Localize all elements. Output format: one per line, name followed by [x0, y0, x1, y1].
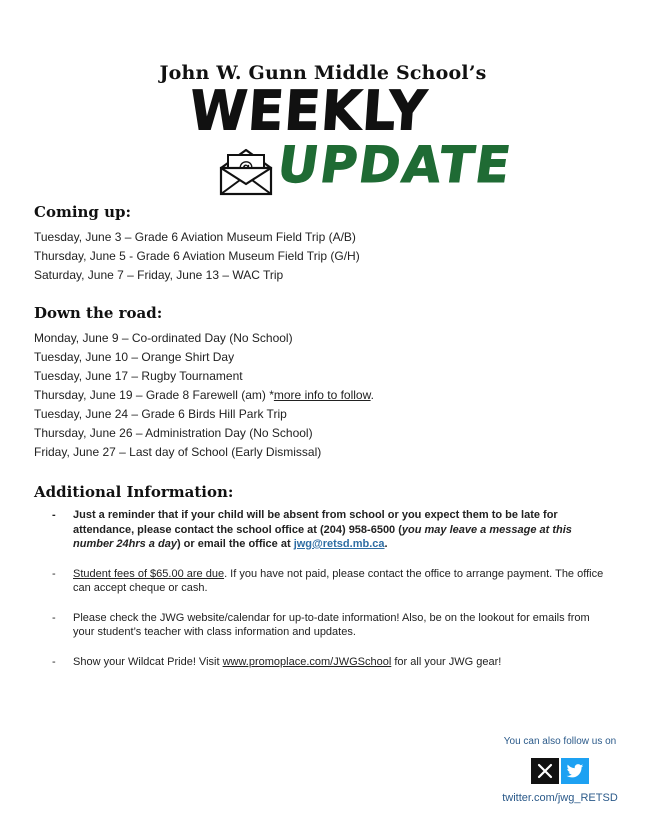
- social-icons: [531, 758, 589, 784]
- absence-text: Just a reminder that if your child will be absent from school or you expect them to be late for attendance, please contact the school office at (204) 958-6500 (: [73, 509, 558, 536]
- list-item: [52, 611, 612, 640]
- additional-info-list: [52, 508, 612, 684]
- list-item: Thursday, June 26 – Administration Day (No School): [34, 426, 313, 440]
- down-the-road-list: [34, 329, 374, 462]
- list-item: Tuesday, June 17 – Rugby Tournament: [34, 369, 243, 383]
- bullet-dash: -: [52, 567, 56, 580]
- fees-text: . If you have not paid, please contact the office to arrange payment. The office can accept cheque or cash.: [73, 567, 604, 594]
- bullet-dash: -: [52, 611, 56, 624]
- more-info-link[interactable]: more info to follow: [273, 388, 371, 402]
- update-title: UPDATE: [273, 136, 516, 194]
- list-item: Thursday, June 5 - Grade 6 Aviation Museum Field Trip (G/H): [34, 249, 360, 263]
- down-the-road-heading: Down the road:: [34, 304, 163, 322]
- promoplace-link[interactable]: www.promoplace.com/JWGSchool: [222, 655, 392, 668]
- list-item: Friday, June 27 – Last day of School (Early Dismissal): [34, 445, 322, 459]
- list-item: [34, 386, 374, 405]
- pride-text: Show your Wildcat Pride! Visit: [73, 655, 223, 668]
- x-glyph-icon: [537, 763, 553, 779]
- list-item: Monday, June 9 – Co-ordinated Day (No School): [34, 331, 293, 345]
- pride-text-2: for all your JWG gear!: [391, 655, 502, 668]
- office-email-link[interactable]: jwg@retsd.mb.ca: [293, 538, 385, 550]
- school-name: John W. Gunn Middle School’s: [159, 62, 487, 84]
- additional-info-heading: Additional Information:: [34, 483, 234, 501]
- absence-italic-text: you may leave a message at this number 24hrs a day: [73, 523, 572, 550]
- list-item: Tuesday, June 24 – Grade 6 Birds Hill Park Trip: [34, 407, 287, 421]
- website-text: Please check the JWG website/calendar for up-to-date information! Also, be on the lookout for emails from your student’s teacher with class information and updates.: [73, 611, 590, 638]
- student-fees-link[interactable]: Student fees of $65.00 are due: [73, 567, 225, 580]
- list-item: Saturday, June 7 – Friday, June 13 – WAC Trip: [34, 268, 284, 282]
- list-item: Tuesday, June 10 – Orange Shirt Day: [34, 350, 235, 364]
- twitter-handle[interactable]: twitter.com/jwg_RETSD: [502, 792, 618, 804]
- list-item: Tuesday, June 3 – Grade 6 Aviation Museum Field Trip (A/B): [34, 230, 356, 244]
- bullet-dash: -: [52, 509, 56, 521]
- email-envelope-icon: [216, 146, 276, 196]
- coming-up-list: [34, 228, 360, 285]
- bird-glyph-icon: [566, 764, 584, 779]
- coming-up-heading: Coming up:: [34, 203, 132, 221]
- list-item-text: Thursday, June 19 – Grade 8 Farewell (am) *: [34, 388, 274, 402]
- x-logo-icon[interactable]: [531, 758, 559, 784]
- list-item-end: .: [370, 388, 374, 402]
- absence-end: .: [384, 538, 388, 550]
- twitter-bird-icon[interactable]: [561, 758, 589, 784]
- list-item: [52, 655, 612, 670]
- list-item: [52, 567, 612, 596]
- weekly-title: WEEKLY: [187, 80, 430, 143]
- absence-text-2: ) or email the office at: [176, 538, 294, 550]
- bullet-dash: -: [52, 655, 56, 668]
- follow-us-text: You can also follow us on: [503, 736, 617, 747]
- list-item: [52, 508, 612, 552]
